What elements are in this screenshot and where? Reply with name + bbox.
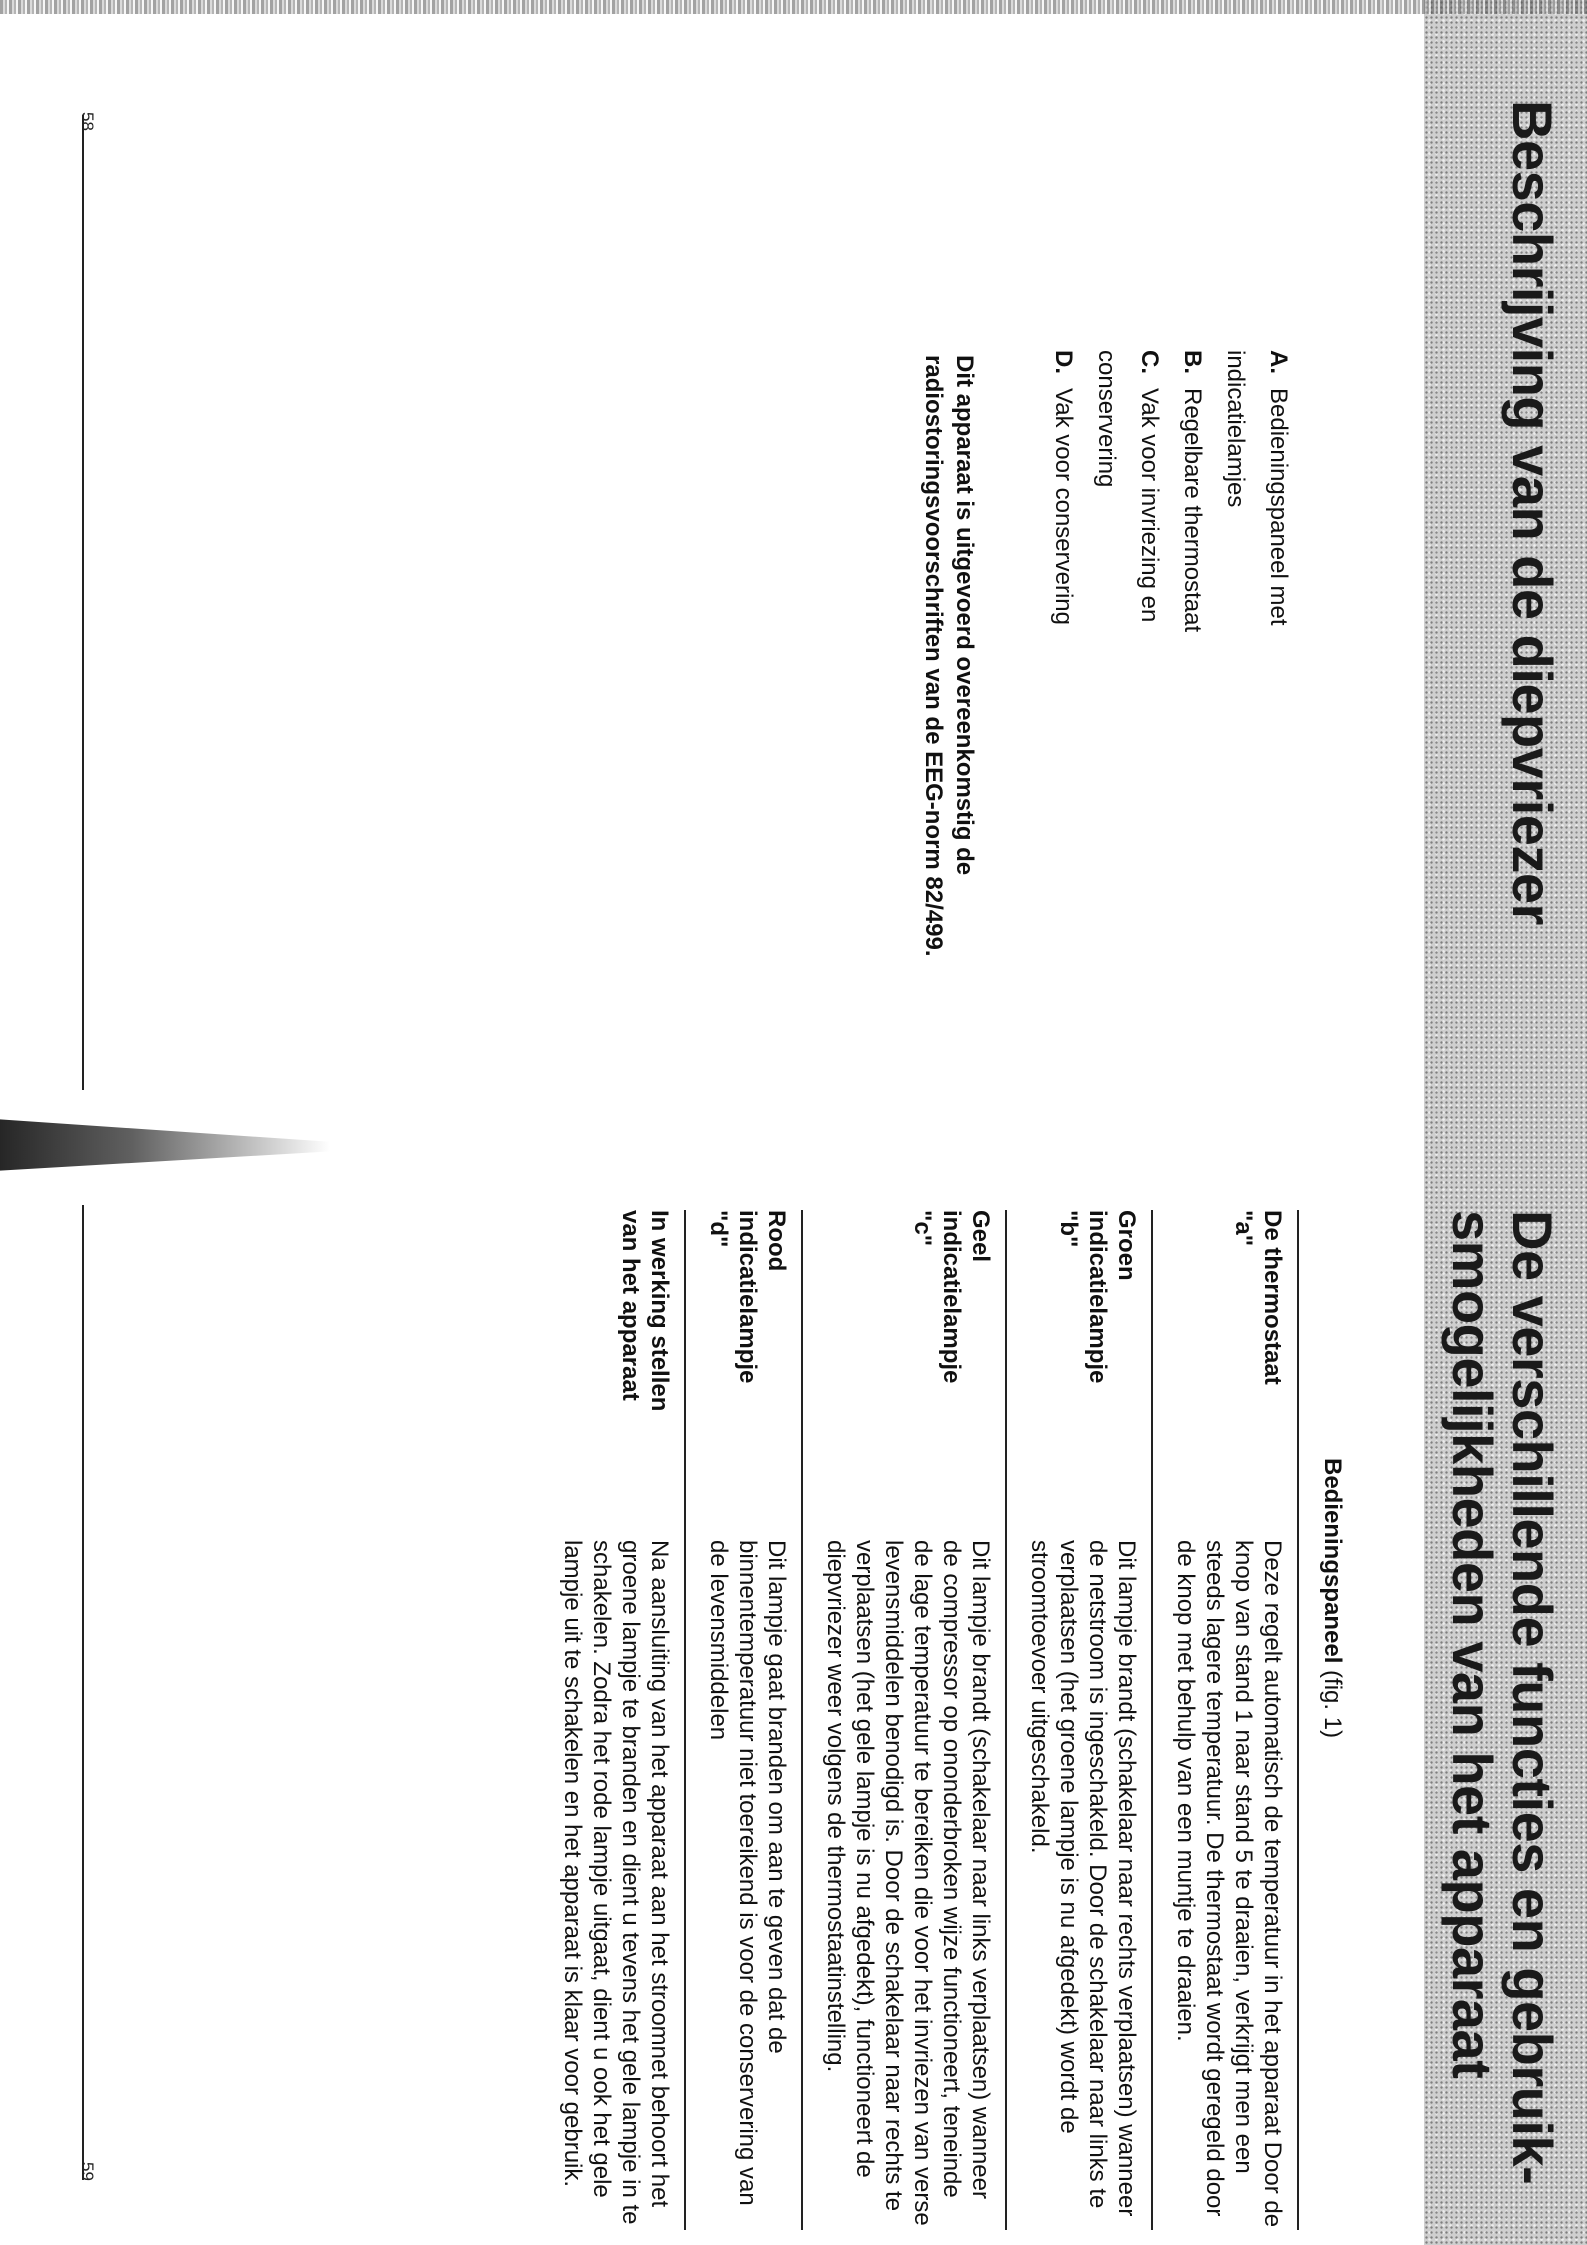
page-number: 59 <box>78 2162 97 2181</box>
definition-text: Dit lampje brandt (schakelaar naar rechts verplaatsen) wanneer de netstroom is ingeschakeld. Door de schakelaar naar links te verplaatsen (het groene lampje is nu afgedekt) wordt de stroomtoevoer uitgeschakeld. <box>1026 1540 1140 2217</box>
right-page-title-line: smogelijkheden van het apparaat <box>1441 1210 1504 2079</box>
emc-notice <box>918 355 980 957</box>
term-line: indicatielampje <box>938 1210 965 1384</box>
definition-term <box>1025 1210 1141 1540</box>
right-page-title-block <box>1442 1210 1562 2184</box>
definition-term <box>704 1210 791 1540</box>
right-page-body <box>540 1210 1348 2230</box>
left-page-title: Beschrijving van de diepvriezer <box>1501 100 1564 925</box>
definition-term <box>1171 1210 1287 1540</box>
term-line: "a" <box>1230 1210 1257 1247</box>
notice-line: radiostoringsvoorschriften van de EEG-norm 82/499. <box>920 355 947 957</box>
definition-row <box>821 1210 1007 2230</box>
list-item <box>1085 350 1171 637</box>
list-label: Regelbare thermostaat <box>1179 388 1206 633</box>
page-number: 58 <box>78 112 97 131</box>
term-line: indicatielampje <box>1084 1210 1111 1384</box>
parts-list <box>1042 350 1300 637</box>
definition-text: Dit lampje brandt (schakelaar naar links verplaatsen) wanneer de compressor op ononderbroken wijze functioneert, teneinde de lage temperatuur te bereiken die voor het invriezen van verse levensmiddelen benodigd is. Door de schakelaar naar rechts te verplaatsen (het gele lampje is nu afgedekt), functioneert de diepvriezer weer volgens de thermostaatinstelling. <box>822 1540 994 2226</box>
left-page-rule <box>82 115 84 1090</box>
term-line: "b" <box>1055 1210 1082 1248</box>
term-line: De thermostaat <box>1259 1210 1286 1385</box>
definition-row <box>1171 1210 1299 2230</box>
definition-row <box>704 1210 803 2230</box>
term-line: In werking stellen <box>646 1210 673 1412</box>
left-page-title-block <box>1502 100 1562 925</box>
definition-row <box>558 1210 686 2230</box>
right-page-rule <box>82 1205 84 2180</box>
scan-fold-shadow <box>0 1105 330 1185</box>
list-item <box>1171 350 1214 637</box>
list-key: A. <box>1265 350 1292 374</box>
term-line: "d" <box>705 1210 732 1248</box>
term-line: Rood <box>763 1210 790 1272</box>
term-line: Groen <box>1113 1210 1140 1281</box>
definition-term <box>558 1210 674 1540</box>
list-label: Vak voor invriezing en conservering <box>1093 350 1163 623</box>
definition-text: Deze regelt automatisch de temperatuur in het apparaat Door de knop van stand 1 naar stand 5 te draaien, verkrijgt men een steeds lagere temperatuur. De thermostaat wordt geregeld door de knop met behulp van een muntje te draaien. <box>1172 1540 1286 2228</box>
notice-line: Dit apparaat is uitgevoerd overeenkomstig de <box>951 355 978 876</box>
term-line: van het apparaat <box>617 1210 644 1401</box>
definition-text: Dit lampje gaat branden om aan te geven dat de binnentemperatuur niet toereikend is voor de conservering van de levensmiddelen <box>705 1540 790 2206</box>
list-label: Bedieningspaneel met indicatielamjes <box>1222 350 1292 626</box>
list-key: B. <box>1179 350 1206 374</box>
left-page-number-wrap <box>77 112 97 131</box>
list-item <box>1042 350 1085 637</box>
definition-text: Na aansluiting van het apparaat aan het stroomnet behoort het groene lampje te branden en dient u tevens het gele lampje in te schakelen. Zodra het rode lampje uitgaat, dient u ook het gele lampje uit te schakelen en het apparaat is klaar voor gebruik. <box>559 1540 673 2225</box>
term-line: indicatielampje <box>734 1210 761 1384</box>
section-title-text: Bedieningspaneel <box>1319 1458 1346 1664</box>
list-key: C. <box>1136 350 1163 374</box>
list-label: Vak voor conservering <box>1050 388 1077 625</box>
scan-edge <box>0 0 1587 14</box>
list-key: D. <box>1050 350 1077 374</box>
figure-reference: (fig. 1) <box>1319 1663 1346 1739</box>
list-item <box>1214 350 1300 637</box>
right-page-title-line: De verschillende functies en gebruik- <box>1501 1210 1564 2185</box>
section-title <box>1317 1458 1348 2230</box>
term-line: Geel <box>967 1210 994 1263</box>
right-page-number-wrap <box>77 2162 97 2181</box>
term-line: "c" <box>909 1210 936 1247</box>
definition-row <box>1025 1210 1153 2230</box>
definition-term <box>821 1210 995 1540</box>
